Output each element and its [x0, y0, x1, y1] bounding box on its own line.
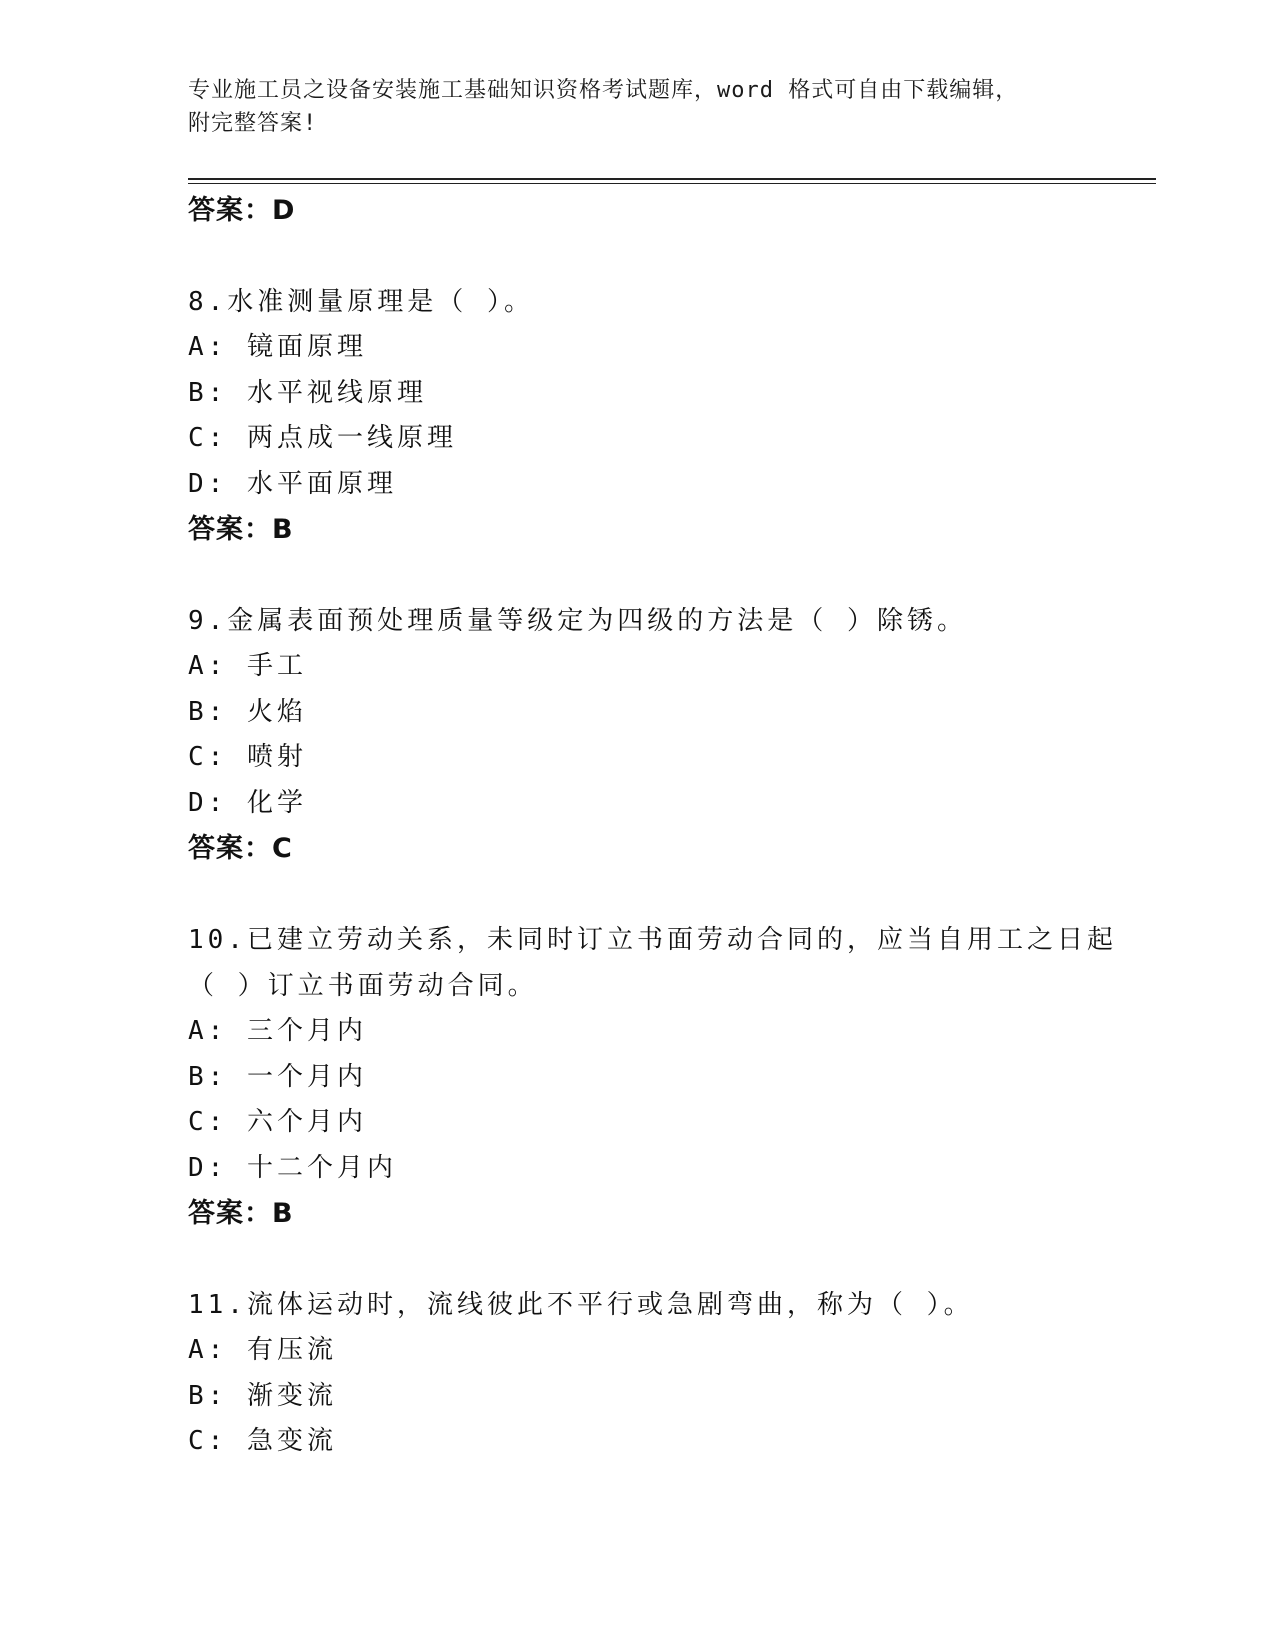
question-9 — [188, 598, 1148, 872]
option-b: B: 火焰 — [188, 696, 307, 727]
spacer — [188, 234, 1148, 279]
option-a: A: 镜面原理 — [188, 332, 367, 362]
option-b: B: 一个月内 — [188, 1061, 367, 1092]
option-d: D: 十二个月内 — [188, 1152, 397, 1183]
header-divider-secondary — [188, 183, 1156, 184]
header-line-2: 附完整答案! — [188, 111, 318, 136]
header-divider — [188, 178, 1156, 180]
option-c: C: 喷射 — [188, 742, 307, 772]
option-d: D: 水平面原理 — [188, 468, 397, 499]
previous-answer: 答案：D — [188, 195, 296, 226]
answer: 答案：B — [188, 1198, 294, 1229]
spacer — [188, 872, 1148, 917]
question-list — [188, 188, 1148, 1465]
question-text: 9.金属表面预处理质量等级定为四级的方法是（ ）除锈。 — [188, 606, 967, 636]
spacer — [188, 1237, 1148, 1282]
question-10 — [188, 917, 1148, 1237]
document-header — [188, 74, 1088, 140]
option-c: C: 两点成一线原理 — [188, 423, 457, 453]
option-a: A: 三个月内 — [188, 1016, 367, 1046]
option-b: B: 水平视线原理 — [188, 377, 427, 408]
question-text: 11.流体运动时，流线彼此不平行或急剧弯曲，称为（ ）。 — [188, 1290, 974, 1320]
question-8 — [188, 279, 1148, 553]
question-text-line-1: 10.已建立劳动关系，未同时订立书面劳动合同的，应当自用工之日起 — [188, 925, 1117, 955]
answer: 答案：C — [188, 833, 293, 864]
option-a: A: 手工 — [188, 651, 307, 681]
option-c: C: 六个月内 — [188, 1107, 367, 1137]
answer: 答案：B — [188, 514, 294, 545]
question-text: 8.水准测量原理是（ ）。 — [188, 287, 534, 317]
option-a: A: 有压流 — [188, 1335, 337, 1365]
option-d: D: 化学 — [188, 787, 307, 818]
option-b: B: 渐变流 — [188, 1380, 337, 1411]
spacer — [188, 553, 1148, 598]
option-c: C: 急变流 — [188, 1426, 337, 1456]
question-11 — [188, 1282, 1148, 1465]
header-line-1: 专业施工员之设备安装施工基础知识资格考试题库，word 格式可自由下载编辑， — [188, 78, 1019, 103]
question-text-line-2: （ ）订立书面劳动合同。 — [188, 971, 538, 1001]
